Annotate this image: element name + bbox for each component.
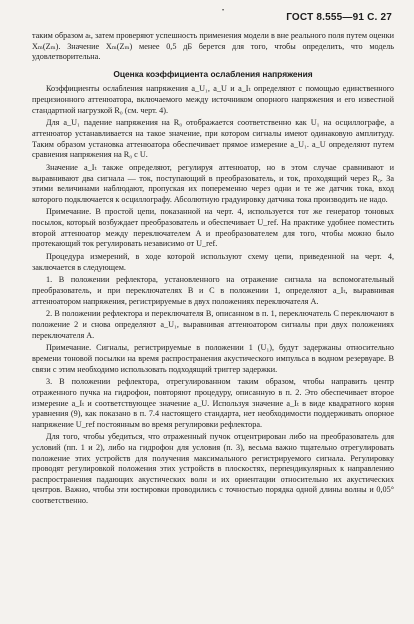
- note-1: Примечание. В простой цепи, показанной на черт. 4, используется тот же генератор тоновых посылок, который возбуждает преобразователь и обеспечивает U_ref. На практике удобнее поместить второй аттенюатор между переключателем A и преобразователем для того, чтобы можно было протекающий ток регулировать независимо от U_ref.: [32, 207, 394, 249]
- paragraph-procedure: Процедура измерений, в ходе которой используют схему цепи, приведенной на черт. 4, заключается в следующем.: [32, 252, 394, 272]
- step-3: 3. В положении рефлектора, отрегулированном таким образом, чтобы направить центр отраженного пучка на гидрофон, повторяют процедуру, описанную в п. 2. Это обеспечивает второе измерение a_Iₜ и соответствующее значение a_U. Используя значение a_Iₜ в виде квадратного корня уравнения (9), как показано в п. 7.4 настоящего стандарта, нет необходимости поддерживать опорное напряжение U_ref постоянным во время регулировки рефлектора.: [32, 377, 394, 429]
- paragraph-ait: Значение a_Iₜ также определяют, регулируя аттенюатор, но в этом случае сравнивают и выравнивают два сигнала — ток, поступающий в преобразователь, и ток, проходящий через R₀. За этими величинами наблюдают, пропуская их попеременно через одни и те же датчик тока, вход которого подключается к осциллографу. Абсолютную градуировку датчика тока производить не надо.: [32, 162, 394, 204]
- page-header: ГОСТ 8.555—91 С. 27: [286, 12, 392, 23]
- document-body: [32, 31, 394, 509]
- section-title: Оценка коэффициента ослабления напряжения: [113, 68, 313, 79]
- paragraph-alignment: Для того, чтобы убедиться, что отраженный пучок отцентрирован либо на преобразователь для условий (пп. 1 и 2), либо на гидрофон для условия (п. 3), весьма важно тщательно отрегулировать положение этих устройств для получения максимального регистрируемого сигнала. Регулировку проводят регулировкой положения этих устройств в плоскостях, перпендикулярных к направлению распространения падающих акустических волн и их ориентации относительно их акустических центров. Важно, чтобы эти юстировки проводились с точностью порядка одной длины волны и 0,05° соответственно.: [32, 432, 394, 506]
- page-mark: •: [222, 8, 225, 14]
- paragraph-coefficients: Коэффициенты ослабления напряжения a_U₁, a_U и a_Iₜ определяют с помощью единственного прецизионного аттенюатора, включаемого между источником опорного напряжения и его известной стандартной нагрузкой R₀ (см. черт. 4).: [32, 84, 394, 115]
- paragraph-au1: Для a_U₁ падение напряжения на R₀ отображается соответственно как U₁ на осциллографе, а аттенюатор устанавливается на такое значение, при котором сигналы имеют одинаковую амплитуду. Таким образом установка аттенюатора обеспечивает прямое измерение a_U₁. a_U определяют путем сравнения напряжения на R₀ с U.: [32, 118, 394, 160]
- paragraph-intro: таким образом aₜ, затем проверяют успешность применения модели в вне реального поля путем оценки Xₘ(Zₘ). Значение Xₘ(Zₘ) менее 0,5 дБ берется для того, чтобы определить, что модель удовлетворительна.: [32, 31, 394, 62]
- step-1: 1. В положении рефлектора, установленного на отражение сигнала на вспомогательный преобразователь, и при переключателях B и C в положении 1, определяют a_Iₜ, выравнивая аттенюатором напряжения, регистрируемые в двух положениях переключателя A.: [32, 275, 394, 306]
- note-2: Примечание. Сигналы, регистрируемые в положении 1 (U₁), будут задержаны относительно времени тоновой посылки на время распространения акустического импульса в водном резервуаре. В связи с этим необходимо использовать подходящий триггер задержки.: [32, 343, 394, 374]
- step-2: 2. В положении рефлектора и переключателя B, описанном в п. 1, переключатель C переключают в положение 2 и снова определяют a_U₁, выравнивая аттенюатором сигналы при двух положениях переключателя A.: [32, 309, 394, 340]
